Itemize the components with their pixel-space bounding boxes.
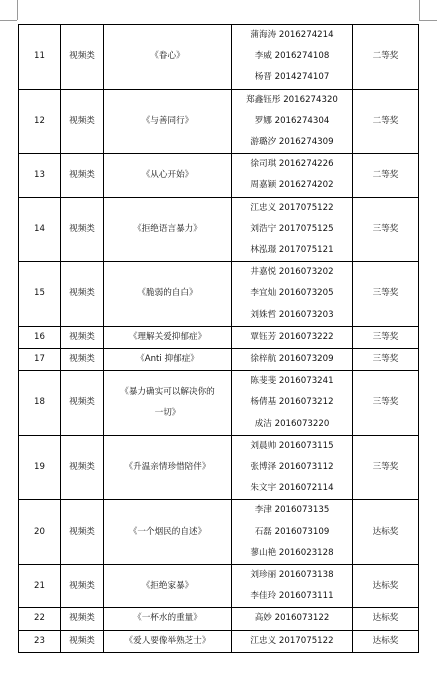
table-row [19,25,419,90]
member-entry: 杨倩基 2016073212 [250,397,334,408]
member-entry: 石磊 2016073109 [254,526,330,537]
table-row [19,608,419,630]
row-number-cell: 15 [19,262,61,327]
category-cell: 视频类 [61,262,104,327]
work-title-cell [104,197,232,262]
table-row [19,565,419,608]
work-title-cell [104,630,232,652]
member-entry: 李津 2016073135 [254,505,330,516]
work-title-line: 《Anti 抑郁症》 [136,354,199,365]
category-cell: 视频类 [61,371,104,436]
work-title-cell [104,500,232,565]
members-cell [232,630,353,652]
work-title-cell [104,608,232,630]
member-entry: 张博泽 2016073112 [250,462,334,473]
category-cell: 视频类 [61,154,104,197]
row-number-cell: 21 [19,565,61,608]
row-number-cell: 13 [19,154,61,197]
row-number-cell: 22 [19,608,61,630]
member-entry: 刘晨帅 2016073115 [250,440,334,451]
members-cell [232,154,353,197]
member-entry: 刘珍丽 2016073138 [250,570,334,581]
members-cell [232,565,353,608]
member-entry: 李宜灿 2016073205 [250,288,334,299]
member-entry: 罗娜 2016274304 [254,115,330,126]
work-title-line: 《拒绝家暴》 [141,580,194,591]
category-cell: 视频类 [61,89,104,154]
table-row [19,197,419,262]
table-row [19,89,419,154]
table-row [19,349,419,371]
crop-mark-top-right [419,20,437,21]
table-row [19,630,419,652]
category-cell: 视频类 [61,435,104,500]
table-row [19,500,419,565]
awards-table-body [19,25,419,653]
table-row [19,435,419,500]
members-cell [232,262,353,327]
crop-mark-top-left [0,20,17,21]
members-cell [232,500,353,565]
category-cell: 视频类 [61,630,104,652]
members-cell [232,89,353,154]
row-number-cell: 14 [19,197,61,262]
table-row [19,326,419,348]
member-entry: 李佳玲 2016073111 [250,591,334,602]
crop-mark-top-right-vertical [419,0,420,20]
member-entry: 江忠义 2017075122 [250,635,334,646]
member-entry: 周嘉颖 2016274202 [250,180,334,191]
award-cell: 三等奖 [353,349,419,371]
member-entry: 徐司琪 2016274226 [250,159,334,170]
work-title-line: 《脆弱的自白》 [137,288,198,299]
member-entry: 蒲海涛 2016274214 [250,30,334,40]
award-cell: 三等奖 [353,197,419,262]
work-title-line: 《理解关爱抑郁症》 [128,331,207,342]
row-number-cell: 19 [19,435,61,500]
member-entry: 高妙 2016073122 [254,613,330,624]
work-title-cell [104,371,232,436]
row-number-cell: 12 [19,89,61,154]
award-cell: 三等奖 [353,435,419,500]
work-title-line: 《爱人要像举熟芝士》 [124,635,211,646]
members-cell [232,435,353,500]
category-cell: 视频类 [61,326,104,348]
row-number-cell: 18 [19,371,61,436]
member-entry: 蓼山艳 2016023128 [250,547,334,558]
table-row [19,262,419,327]
category-cell: 视频类 [61,500,104,565]
member-entry: 刘姝哲 2016073203 [250,309,334,320]
award-cell: 达标奖 [353,630,419,652]
row-number-cell: 20 [19,500,61,565]
award-cell: 达标奖 [353,608,419,630]
member-entry: 郑鑫钰彤 2016274320 [246,94,338,105]
member-entry: 游璐汐 2016274309 [250,137,334,148]
member-entry: 杨晋 2014274107 [254,72,330,83]
member-entry: 林泓璟 2017075121 [250,245,334,256]
members-cell [232,608,353,630]
award-cell: 二等奖 [353,154,419,197]
work-title-line: 《一杯水的重量》 [133,613,202,624]
work-title-cell [104,435,232,500]
work-title-line: 《一个烟民的自述》 [128,526,207,537]
member-entry: 成洁 2016073220 [254,418,330,429]
work-title-line: 《眷心》 [150,51,185,62]
member-entry: 江忠义 2017075122 [250,202,334,213]
work-title-line: 《暴力确实可以解决你的 [120,386,215,397]
work-title-line: 《与善同行》 [141,115,194,126]
award-cell: 三等奖 [353,326,419,348]
work-title-line: 一切》 [154,408,181,419]
row-number-cell: 11 [19,25,61,90]
award-cell: 三等奖 [353,371,419,436]
members-cell [232,197,353,262]
work-title-cell [104,89,232,154]
award-cell: 达标奖 [353,565,419,608]
member-entry: 覃钰芳 2016073222 [250,331,334,342]
row-number-cell: 16 [19,326,61,348]
members-cell [232,349,353,371]
category-cell: 视频类 [61,25,104,90]
table-row [19,154,419,197]
crop-mark-top-left-vertical [17,0,18,20]
work-title-line: 《拒绝语言暴力》 [133,223,202,234]
member-entry: 陈斐斐 2016073241 [250,376,334,387]
member-entry: 徐梓航 2016073209 [250,354,334,365]
table-row [19,371,419,436]
row-number-cell: 17 [19,349,61,371]
category-cell: 视频类 [61,608,104,630]
work-title-cell [104,326,232,348]
work-title-cell [104,349,232,371]
member-entry: 刘浩宁 2017075125 [250,223,334,234]
member-entry: 井嘉悦 2016073202 [250,267,334,278]
row-number-cell: 23 [19,630,61,652]
work-title-cell [104,154,232,197]
members-cell [232,25,353,90]
member-entry: 李威 2016274108 [254,51,330,62]
work-title-line: 《从心开始》 [141,169,194,180]
award-cell: 达标奖 [353,500,419,565]
award-cell: 三等奖 [353,262,419,327]
category-cell: 视频类 [61,565,104,608]
work-title-cell [104,565,232,608]
work-title-cell [104,262,232,327]
award-cell: 二等奖 [353,25,419,90]
category-cell: 视频类 [61,349,104,371]
awards-table [18,24,419,653]
members-cell [232,371,353,436]
member-entry: 朱文宇 2016072114 [250,483,334,494]
members-cell [232,326,353,348]
category-cell: 视频类 [61,197,104,262]
work-title-line: 《升温亲情珍惜陪伴》 [124,462,211,473]
award-cell: 二等奖 [353,89,419,154]
work-title-cell [104,25,232,90]
